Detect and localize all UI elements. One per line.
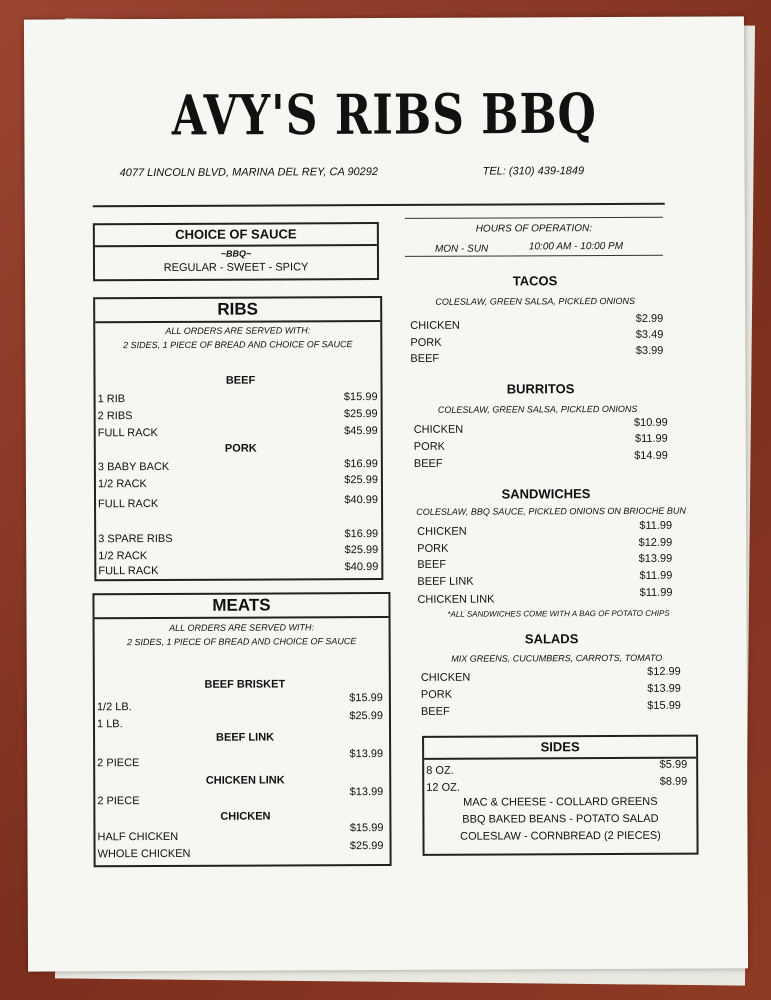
salads-title: SALADS: [524, 631, 579, 647]
menu-item-name: FULL RACK: [98, 497, 159, 511]
sides-list-line1: MAC & CHEESE - COLLARD GREENS: [463, 795, 658, 809]
menu-item-price: $12.99: [638, 536, 673, 549]
menu-item-name: 1 RIB: [97, 393, 126, 406]
sides-box: [422, 735, 699, 856]
menu-item-name: FULL RACK: [97, 426, 158, 440]
menu-item-price: $13.99: [349, 786, 384, 799]
ribs-beef-label: BEEF: [225, 374, 256, 387]
menu-item-name: HALF CHICKEN: [97, 830, 179, 844]
ribs-pork-label: PORK: [224, 442, 257, 455]
menu-item-name: 1 LB.: [96, 718, 123, 731]
tacos-desc: COLESLAW, GREEN SALSA, PICKLED ONIONS: [435, 295, 635, 307]
menu-item-price: $25.99: [349, 710, 383, 723]
menu-item-price: $2.99: [635, 312, 664, 325]
menu-item-price: $11.99: [639, 569, 673, 582]
menu-item-name: BEEF LINK: [417, 575, 474, 588]
restaurant-address: 4077 LINCOLN BLVD, MARINA DEL REY, CA 90292: [119, 166, 379, 180]
menu-item-name: 2 RIBS: [97, 410, 133, 423]
menu-item-name: PORK: [417, 542, 449, 555]
menu-item-name: 3 BABY BACK: [97, 460, 170, 474]
hours-title: HOURS OF OPERATION:: [475, 223, 593, 235]
sauce-type: ~BBQ~: [220, 248, 252, 259]
menu-item-name: 2 PIECE: [97, 795, 140, 808]
meats-note-line1: ALL ORDERS ARE SERVED WITH:: [169, 622, 315, 633]
burritos-title: BURRITOS: [506, 381, 575, 397]
restaurant-phone: TEL: (310) 439-1849: [482, 165, 585, 178]
menu-item-price: $12.99: [647, 665, 681, 678]
menu-item-name: BEEF: [420, 705, 450, 718]
menu-item-name: BEEF: [413, 457, 443, 470]
meats-chicken-label: CHICKEN: [220, 810, 271, 823]
menu-item-price: $16.99: [344, 528, 379, 541]
menu-sheet: [24, 16, 748, 971]
menu-item-name: 3 SPARE RIBS: [98, 532, 173, 546]
menu-item-price: $40.99: [344, 494, 379, 507]
meats-title: MEATS: [94, 594, 388, 619]
menu-item-price: $25.99: [343, 408, 378, 421]
sandwiches-title: SANDWICHES: [501, 486, 591, 502]
sauce-box: [93, 222, 379, 281]
menu-item-name: CHICKEN: [417, 525, 467, 538]
sandwiches-desc: COLESLAW, BBQ SAUCE, PICKLED ONIONS ON BRIOCHE BUN: [416, 505, 686, 517]
hours-top-rule: [405, 217, 663, 219]
menu-item-name: 2 PIECE: [97, 757, 140, 770]
sides-list-line3: COLESLAW - CORNBREAD (2 PIECES): [460, 829, 661, 843]
menu-item-name: 1/2 RACK: [98, 550, 148, 563]
menu-item-price: $25.99: [344, 474, 378, 487]
sides-list-line2: BBQ BAKED BEANS - POTATO SALAD: [462, 812, 659, 826]
salads-desc: MIX GREENS, CUCUMBERS, CARROTS, TOMATO: [451, 652, 663, 664]
menu-item-price: $15.99: [343, 391, 378, 404]
menu-item-price: $45.99: [344, 425, 378, 438]
menu-item-price: $13.99: [349, 748, 384, 761]
meats-note-line2: 2 SIDES, 1 PIECE OF BREAD AND CHOICE OF SAUCE: [126, 636, 357, 648]
menu-item-name: BEEF: [410, 352, 440, 365]
menu-item-price: $15.99: [349, 822, 384, 835]
menu-item-name: PORK: [410, 336, 442, 349]
menu-item-price: $10.99: [634, 416, 668, 429]
hours-bottom-rule: [405, 255, 663, 257]
ribs-note-line1: ALL ORDERS ARE SERVED WITH:: [165, 325, 311, 336]
ribs-note-line2: 2 SIDES, 1 PIECE OF BREAD AND CHOICE OF SAUCE: [123, 339, 353, 351]
sides-title: SIDES: [424, 737, 696, 760]
menu-item-name: FULL RACK: [98, 564, 159, 578]
menu-item-name: BEEF: [417, 558, 447, 571]
menu-item-price: $13.99: [638, 552, 673, 565]
header-divider: [93, 203, 665, 207]
menu-item-price: $11.99: [639, 519, 673, 532]
menu-item-price: $3.49: [635, 328, 664, 341]
meats-beef-link-label: BEEF LINK: [216, 731, 275, 744]
sauce-options: REGULAR - SWEET - SPICY: [163, 261, 309, 274]
ribs-box: [93, 296, 383, 581]
hours-days: MON - SUN: [434, 243, 489, 255]
menu-item-name: CHICKEN: [413, 423, 464, 436]
menu-item-price: $14.99: [634, 449, 668, 462]
menu-item-price: $3.99: [635, 344, 664, 357]
menu-item-price: $40.99: [344, 561, 379, 574]
menu-item-name: CHICKEN LINK: [417, 593, 495, 606]
menu-item-price: $25.99: [349, 840, 384, 853]
meats-brisket-label: BEEF BRISKET: [204, 678, 286, 691]
meats-chicken-link-label: CHICKEN LINK: [205, 774, 285, 787]
tacos-title: TACOS: [512, 273, 558, 289]
menu-item-price: $15.99: [349, 692, 383, 705]
menu-item-name: PORK: [413, 440, 446, 453]
menu-item-name: 8 OZ.: [426, 764, 454, 777]
sauce-title: CHOICE OF SAUCE: [95, 224, 377, 247]
menu-item-price: $13.99: [647, 682, 681, 695]
menu-item-price: $5.99: [659, 758, 688, 771]
menu-item-price: $16.99: [344, 458, 378, 471]
menu-item-price: $15.99: [647, 699, 681, 712]
menu-item-price: $8.99: [659, 775, 688, 788]
burritos-desc: COLESLAW, GREEN SALSA, PICKLED ONIONS: [437, 403, 638, 415]
menu-item-price: $11.99: [639, 586, 673, 599]
menu-item-price: $25.99: [344, 544, 379, 557]
menu-item-name: CHICKEN: [420, 671, 471, 684]
hours-times: 10:00 AM - 10:00 PM: [528, 240, 624, 253]
restaurant-name: AVY'S RIBS BBQ: [171, 82, 598, 149]
menu-item-name: PORK: [420, 688, 453, 701]
menu-item-price: $11.99: [634, 432, 668, 445]
menu-item-name: CHICKEN: [410, 319, 460, 332]
sandwiches-footnote: *ALL SANDWICHES COME WITH A BAG OF POTATO CHIPS: [447, 608, 670, 619]
menu-item-name: 1/2 LB.: [96, 701, 132, 714]
menu-item-name: 12 OZ.: [426, 781, 460, 794]
meats-box: [92, 592, 391, 867]
menu-item-name: 1/2 RACK: [97, 478, 147, 491]
ribs-title: RIBS: [95, 298, 380, 323]
menu-item-name: WHOLE CHICKEN: [97, 847, 191, 861]
